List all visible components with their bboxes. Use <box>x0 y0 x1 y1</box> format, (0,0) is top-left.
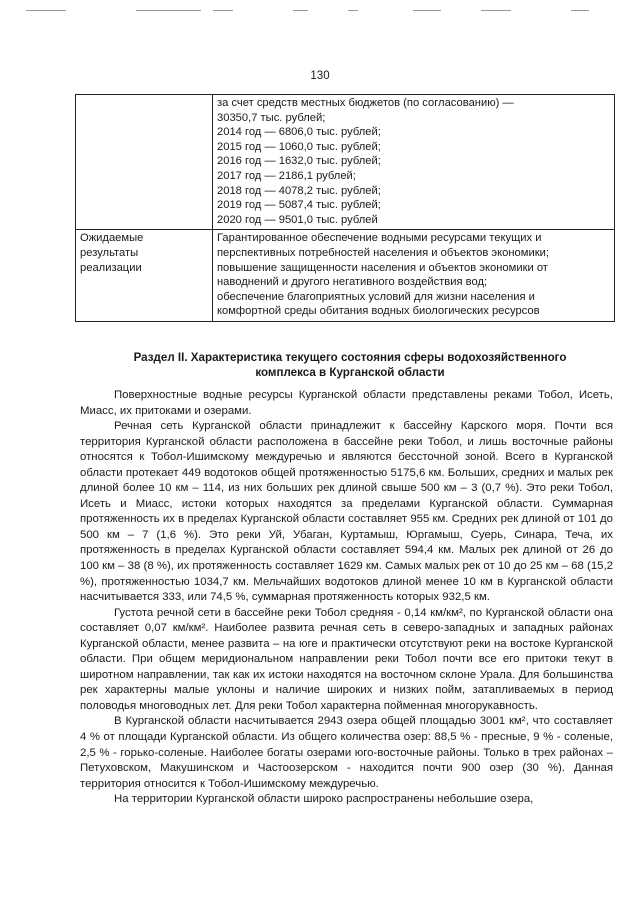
paragraph: На территории Курганской области широко распространены небольшие озера, <box>114 793 534 806</box>
funding-line: 2014 год — 6806,0 тыс. рублей; <box>217 126 381 139</box>
section-body <box>80 388 613 808</box>
scan-artifact-line <box>0 9 640 12</box>
results-label-cell <box>76 230 213 322</box>
page-number: 130 <box>310 70 330 82</box>
section-heading-line: Раздел II. Характеристика текущего состояния сферы водохозяйственного <box>133 351 567 364</box>
program-passport-table <box>75 94 615 322</box>
results-value-cell <box>213 230 615 322</box>
table-row-results <box>76 230 615 322</box>
results-label-line: реализации <box>80 261 142 274</box>
funding-line: 2018 год — 4078,2 тыс. рублей; <box>217 184 381 197</box>
results-line: обеспечение благоприятных условий для жизни населения и <box>217 290 535 303</box>
results-line: повышение защищенности населения и объектов экономики от <box>217 261 548 274</box>
funding-value-cell <box>213 95 615 230</box>
funding-line: 2017 год — 2186,1 рублей; <box>217 169 356 182</box>
paragraph: Речная сеть Курганской области принадлежит к бассейну Карского моря. Почти вся территория Курганской области расположена в бассейне реки Тобол, и лишь восточные районы относятся к Тобол-Ишимскому междуречью и являются бессточной зоной. Всего в Курганской области протекает 449 водотоков общей протяженностью 5175,6 км. Больших, средних и малых рек длиной более 10 км – 114, из них больших рек длиной свыше 500 км – 3 (0,7 %). Это реки Тобол, Исеть и Миасс, истоки которых находятся за пределами Курганской области. Суммарная протяженность их в пределах Курганской области составляет 955 км. Средних рек длиной от 101 до 500 км – 7 (1,6 %). Это реки Уй, Убаган, Куртамыш, Юргамыш, Суерь, Синара, Теча, их протяженность в пределах Курганской области составляет 594,4 км. Малых рек длиной от 26 до 100 км – 38 (8 %), их протяженность составляет 1629 км. Самых малых рек от 10 до 25 км – 68 (15,2 %), протяженностью 1034,7 км. Мельчайших водотоков длиной менее 10 км в Курганской области насчитывается 333, или 74,5 %, суммарная протяженность которых 932,5 км. <box>80 420 613 604</box>
paragraph: Поверхностные водные ресурсы Курганской области представлены реками Тобол, Исеть, Миасс, их притоками и озерами. <box>80 389 613 417</box>
section-heading <box>80 350 620 380</box>
paragraph: Густота речной сети в бассейне реки Тобол средняя - 0,14 км/км², по Курганской области она составляет 0,07 км/км². Наиболее развита речная сеть в северо-западных и западных районах Курганской области, менее развита – на юге и практически отсутствуют реки на востоке Курганской области. При общем меридиональном направлении реки Тобол почти все его притоки текут в широтном направлении, так как их истоки находятся на восточном склоне Урала. Для большинства рек характерны малые уклоны и наличие широких и низких пойм, затапливаемых в период половодья многоводных лет. Для реки Тобол характерна пойменная многорукавность. <box>80 606 613 712</box>
funding-line: 2015 год — 1060,0 тыс. рублей; <box>217 140 381 153</box>
results-line: перспективных потребностей населения и объектов экономики; <box>217 246 549 259</box>
results-line: наводнений и другого негативного воздействия вод; <box>217 276 488 289</box>
table-row-funding <box>76 95 615 230</box>
funding-line: 2016 год — 1632,0 тыс. рублей; <box>217 155 381 168</box>
paragraph: В Курганской области насчитывается 2943 озера общей площадью 3001 км², что составляет 4 % от площади Курганской области. Из общего количества озер: 88,5 % - пресные, 9 % - соленые, 2,5 % - горько-соленые. Наиболее богаты озерами юго-восточные районы. Только в трех районах – Петуховском, Макушинском и Частоозерском - находится почти 900 озер (30 %). Данная территория относится к Тобол-Ишимскому междуречью. <box>80 715 613 790</box>
funding-line: 30350,7 тыс. рублей; <box>217 111 326 124</box>
results-label-line: результаты <box>80 246 139 259</box>
funding-line: за счет средств местных бюджетов (по согласованию) — <box>217 97 514 109</box>
funding-line: 2020 год — 9501,0 тыс. рублей <box>217 213 378 226</box>
funding-label-cell <box>76 95 213 230</box>
funding-line: 2019 год — 5087,4 тыс. рублей; <box>217 199 381 212</box>
results-label-line: Ожидаемые <box>80 232 144 245</box>
results-line: комфортной среды обитания водных биологических ресурсов <box>217 305 540 318</box>
section-heading-line: комплекса в Курганской области <box>255 366 445 379</box>
results-line: Гарантированное обеспечение водными ресурсами текущих и <box>217 232 542 245</box>
